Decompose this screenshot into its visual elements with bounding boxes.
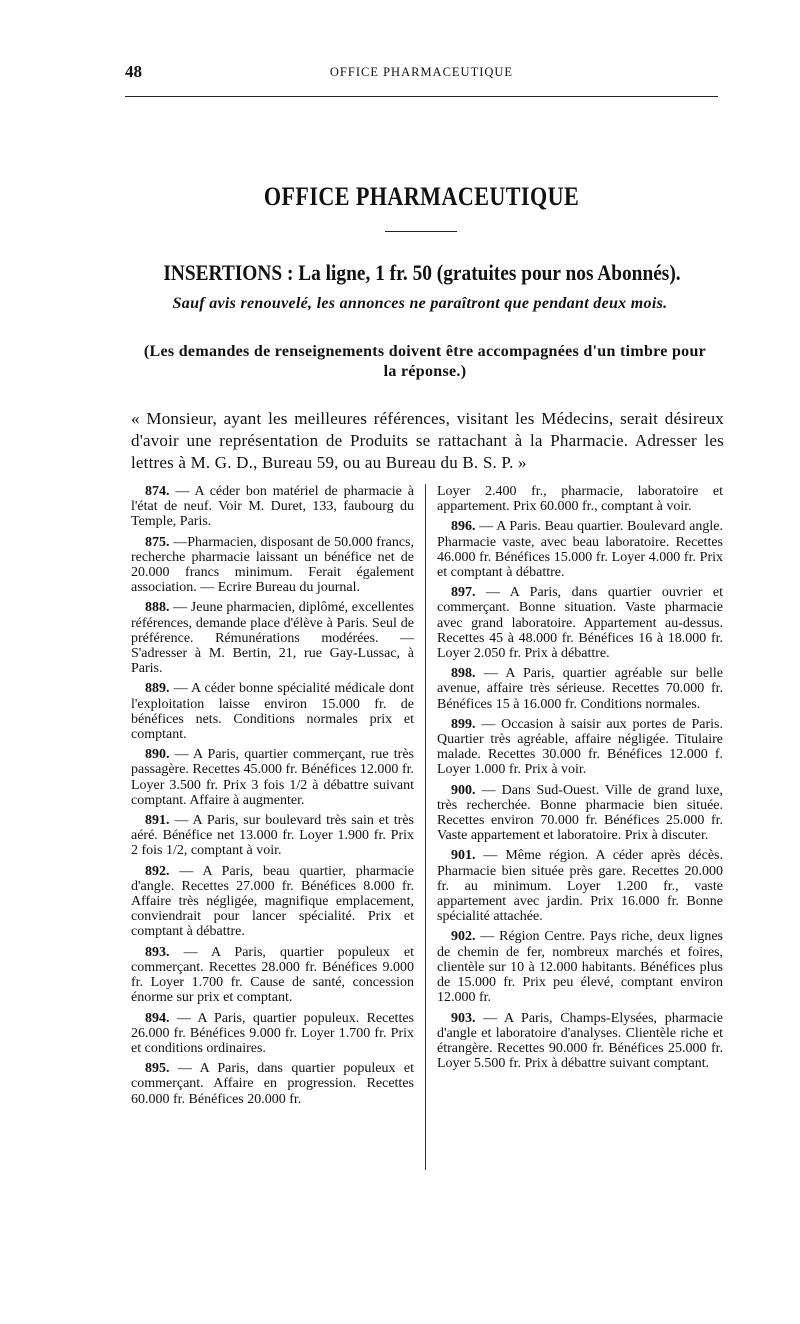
ad-number: 893. (145, 944, 170, 960)
ad-number: 900. (451, 782, 476, 798)
ad-text: — Jeune pharmacien, diplômé, excellentes références, demande place d'élève à Paris. Seul de préférence. Rémunérations modérées. — S'adresser à M. Bertin, 21, rue Gay-Lussac, à Paris. (131, 600, 414, 677)
ad-text: —Pharmacien, disposant de 50.000 francs, recherche pharmacie laissant un bénéfice net de 20.000 francs minimum. Ferait également association. — Ecrire Bureau du journal. (131, 534, 414, 596)
page-number: 48 (125, 62, 142, 81)
ad-text: — A Paris, quartier populeux. Recettes 26.000 fr. Bénéfices 9.000 fr. Loyer 1.700 fr. Prix et conditions ordinaires. (131, 1010, 414, 1056)
ad-number: 875. (145, 534, 170, 550)
ad-text: — A Paris, quartier agréable sur belle avenue, affaire très sérieuse. Recettes 70.000 fr. Bénéfices 15 à 16.000 fr. Conditions normales. (437, 666, 723, 712)
title-rule (385, 231, 457, 232)
ad-number: 896. (451, 519, 476, 535)
ad-text: — A Paris. Beau quartier. Boulevard angle. Pharmacie vaste, avec beau laboratoire. Recettes 46.000 fr. Bénéfices 15.000 fr. Loyer 4.000 fr. Prix et comptant à débattre. (437, 519, 723, 581)
ad-875 (131, 535, 414, 596)
ad-890 (131, 747, 414, 808)
ad-number: 874. (145, 484, 170, 499)
ad-text: — A Paris, dans quartier populeux et commerçant. Affaire en progression. Recettes 60.000 fr. Bénéfices 20.000 fr. (131, 1061, 414, 1107)
ad-891 (131, 813, 414, 859)
ad-number: 901. (451, 848, 476, 864)
ad-number: 888. (145, 600, 170, 616)
left-column (131, 484, 414, 1112)
ad-text: — A Paris, dans quartier ouvrier et commerçant. Bonne situation. Vaste pharmacie avec grand laboratoire. Appartement au-dessus. Recettes 45 à 48.000 fr. Bénéfices 16 à 18.000 fr. Loyer 2.050 fr. Prix à débattre. (437, 585, 723, 662)
running-title: OFFICE PHARMACEUTIQUE (329, 65, 514, 79)
ad-text: — Région Centre. Pays riche, deux lignes de chemin de fer, nombreux marchés et foires, clientèle sur 10 à 12.000 habitants. Bénéfices plus de 15.000 fr. Prix peu élevé, comptant environ 12.000 fr. (437, 929, 723, 1006)
ad-number: 902. (451, 929, 476, 945)
ad-895 (131, 1061, 414, 1107)
ad-text: — Même région. A céder après décès. Pharmacie bien située près gare. Recettes 20.000 fr. au minimum. Loyer 1.200 fr., vaste appartement avec jardin. Prix 16.000 fr. Bonne spécialité attachée. (437, 848, 723, 925)
ad-895-continuation: Loyer 2.400 fr., pharmacie, laboratoire et appartement. Prix 60.000 fr., comptant à voir. (437, 484, 723, 515)
representation-notice: « Monsieur, ayant les meilleures références, visitant les Médecins, serait désireux d'avoir une représentation de Produits se rattachant à la Pharmacie. Adresser les lettres à M. G. D., Bureau 59, ou au Bureau du B. S. P. » (131, 409, 724, 472)
header-rule (125, 96, 718, 97)
insertions-line: INSERTIONS : La ligne, 1 fr. 50 (gratuites pour nos Abonnés). (163, 260, 681, 285)
ad-899 (437, 717, 723, 778)
ad-900 (437, 783, 723, 844)
ad-text: — A céder bon matériel de pharmacie à l'état de neuf. Voir M. Duret, 133, faubourg du Temple, Paris. (131, 484, 414, 530)
ad-number: 894. (145, 1010, 170, 1026)
right-column (437, 484, 723, 1076)
ad-number: 890. (145, 747, 170, 763)
ad-902 (437, 929, 723, 1005)
ad-number: 897. (451, 585, 476, 601)
ad-text: — A céder bonne spécialité médicale dont l'exploitation laisse environ 15.000 fr. de bénéfices nets. Conditions normales prix et comptant. (131, 681, 414, 743)
ad-text: — A Paris, beau quartier, pharmacie d'angle. Recettes 27.000 fr. Bénéfices 8.000 fr. Affaire très négligée, magnifique emplacement, conviendrait pour lancer spécialité. Prix et comptant à débattre. (131, 863, 414, 940)
ad-number: 899. (451, 716, 476, 732)
ad-897 (437, 585, 723, 661)
page-header (125, 62, 718, 84)
ad-text: — Dans Sud-Ouest. Ville de grand luxe, très recherchée. Bonne pharmacie bien située. Recettes environ 70.000 fr. Bénéfices 25.000 fr. Vaste appartement et laboratoire. Prix à discuter. (437, 782, 723, 844)
page-title: OFFICE PHARMACEUTIQUE (263, 182, 580, 211)
ad-889 (131, 681, 414, 742)
ad-892 (131, 864, 414, 940)
ad-number: 895. (145, 1061, 170, 1077)
ad-896 (437, 519, 723, 580)
ad-text: — A Paris, quartier commerçant, rue très passagère. Recettes 45.000 fr. Bénéfices 12.000 fr. Loyer 3.500 fr. Prix 3 fois 1/2 à débattre suivant comptant. Affaire à augmenter. (131, 747, 414, 808)
ad-text: — Occasion à saisir aux portes de Paris. Quartier très agréable, affaire négligée. Titulaire malade. Recettes 30.000 fr. Bénéfices 12.000 f. Loyer 1.000 fr. Prix à voir. (437, 716, 723, 778)
ad-903 (437, 1011, 723, 1072)
ad-text: — A Paris, Champs-Elysées, pharmacie d'angle et laboratoire d'analyses. Clientèle riche et étrangère. Recettes 90.000 fr. Bénéfices 25.000 fr. Loyer 5.500 fr. Prix à débattre suivant comptant. (437, 1010, 723, 1072)
ad-894 (131, 1011, 414, 1057)
ad-874 (131, 484, 414, 530)
ad-number: 892. (145, 863, 170, 879)
ad-text: — A Paris, quartier populeux et commerçant. Recettes 28.000 fr. Bénéfices 9.000 fr. Loyer 1.700 fr. Cause de santé, concession énorme sur prix et comptant. (131, 944, 414, 1006)
ad-888 (131, 600, 414, 676)
column-divider (425, 484, 426, 1170)
ad-number: 903. (451, 1010, 476, 1026)
ad-901 (437, 848, 723, 924)
ad-number: 891. (145, 813, 170, 829)
ad-898 (437, 666, 723, 712)
stamp-note: (Les demandes de renseignements doivent être accompagnées d'un timbre pour la réponse.) (143, 343, 707, 380)
renewal-note: Sauf avis renouvelé, les annonces ne paraîtront que pendant deux mois. (172, 295, 668, 312)
ad-number: 898. (451, 666, 476, 682)
ad-893 (131, 945, 414, 1006)
ad-text: — A Paris, sur boulevard très sain et très aéré. Bénéfice net 13.000 fr. Loyer 1.900 fr. Prix 2 fois 1/2, comptant à voir. (131, 813, 414, 859)
ad-number: 889. (145, 681, 170, 697)
